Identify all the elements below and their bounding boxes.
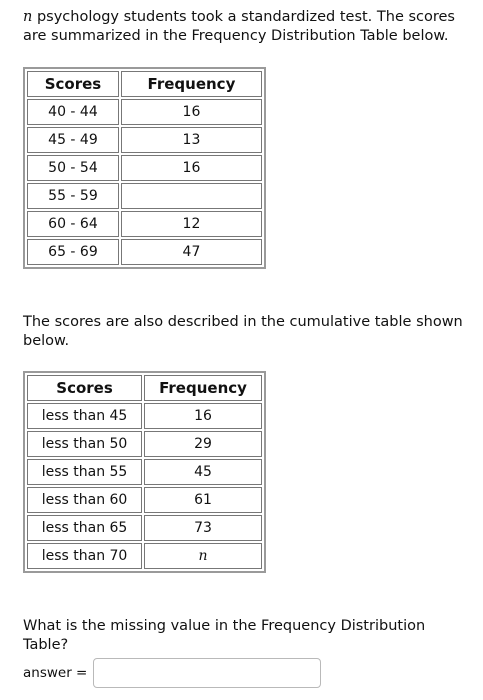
table-row [27, 515, 262, 541]
frequency-value: 12 [121, 211, 262, 237]
cumulative-value: 29 [144, 431, 262, 457]
score-threshold: less than 60 [27, 487, 142, 513]
score-threshold: less than 50 [27, 431, 142, 457]
table-header-row [27, 71, 262, 97]
table-row [27, 239, 262, 265]
score-range: 55 - 59 [27, 183, 119, 209]
intro-sentence: psychology students took a standardized test. The scores are summarized in the Frequency Distribution Table below. [23, 9, 455, 44]
table-row [27, 403, 262, 429]
cumulative-value-n: n [144, 543, 262, 569]
table-header-row [27, 375, 262, 401]
score-range: 50 - 54 [27, 155, 119, 181]
answer-row [23, 658, 321, 688]
table-row [27, 183, 262, 209]
score-threshold: less than 65 [27, 515, 142, 541]
score-range: 60 - 64 [27, 211, 119, 237]
frequency-value-missing [121, 183, 262, 209]
score-range: 45 - 49 [27, 127, 119, 153]
answer-label: answer = [23, 665, 88, 681]
table-row [27, 431, 262, 457]
table-row [27, 459, 262, 485]
table-row [27, 487, 262, 513]
cumulative-intro-text: The scores are also described in the cumulative table shown below. [23, 314, 463, 349]
frequency-distribution-table [23, 67, 266, 269]
score-threshold: less than 70 [27, 543, 142, 569]
cumulative-value: 16 [144, 403, 262, 429]
score-range: 40 - 44 [27, 99, 119, 125]
score-threshold: less than 55 [27, 459, 142, 485]
cumulative-value: 61 [144, 487, 262, 513]
table-row [27, 127, 262, 153]
cumulative-table [23, 371, 266, 573]
frequency-value: 13 [121, 127, 262, 153]
variable-n: n [23, 9, 33, 25]
cumulative-value: 45 [144, 459, 262, 485]
question-text: What is the missing value in the Frequency Distribution Table? [23, 618, 426, 653]
frequency-value: 16 [121, 155, 262, 181]
score-threshold: less than 45 [27, 403, 142, 429]
header-frequency: Frequency [144, 375, 262, 401]
answer-input[interactable] [93, 658, 321, 688]
intro-text [23, 8, 463, 46]
table-row [27, 211, 262, 237]
frequency-value: 47 [121, 239, 262, 265]
table-row [27, 543, 262, 569]
table-row [27, 155, 262, 181]
cumulative-value: 73 [144, 515, 262, 541]
score-range: 65 - 69 [27, 239, 119, 265]
header-scores: Scores [27, 71, 119, 97]
table-row [27, 99, 262, 125]
header-frequency: Frequency [121, 71, 262, 97]
frequency-value: 16 [121, 99, 262, 125]
header-scores: Scores [27, 375, 142, 401]
